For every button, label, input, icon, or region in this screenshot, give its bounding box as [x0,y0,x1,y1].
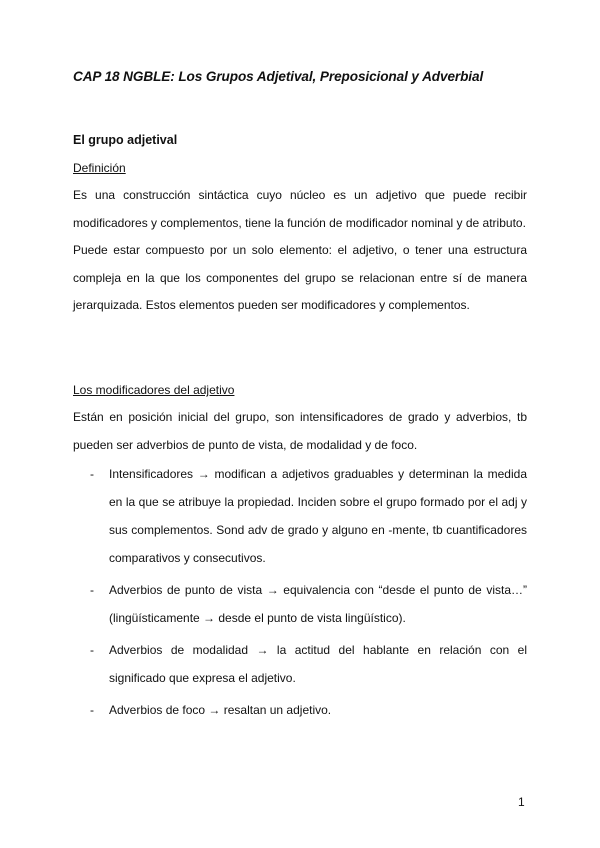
list-item-text: Adverbios de foco → resaltan un adjetivo. [109,703,332,717]
bullet-dash: - [90,583,94,597]
bullet-dash: - [90,643,94,657]
definition-heading: Definición [73,161,126,175]
definition-paragraph-1: Es una construcción sintáctica cuyo núcleo es un adjetivo que puede recibir modificadores y complementos, tiene la función de modificador nominal y de atributo. [73,188,527,230]
list-item [73,576,527,632]
modifiers-intro: Están en posición inicial del grupo, son intensificadores de grado y adverbios, tb pueden ser adverbios de punto de vista, de modalidad y de foco. [73,410,527,452]
list-item [73,636,527,692]
bullet-dash: - [90,703,94,717]
list-item-text: Intensificadores → modifican a adjetivos graduables y determinan la medida en la que se atribuye la propiedad. Inciden sobre el grupo formado por el adj y sus complementos. Sond adv de grado y alguno en -mente, tb cuantificadores comparativos y consecutivos. [109,467,527,565]
modifiers-heading: Los modificadores del adjetivo [73,383,235,397]
list-item-text: Adverbios de modalidad → la actitud del hablante en relación con el significado que expresa el adjetivo. [109,643,527,685]
modifiers-list [73,460,527,728]
bullet-dash: - [90,467,94,481]
definition-body [73,182,527,320]
section-heading: El grupo adjetival [73,133,178,147]
list-item [73,696,527,724]
definition-paragraph-2: Puede estar compuesto por un solo elemento: el adjetivo, o tener una estructura compleja en la que los componentes del grupo se relacionan entre sí de manera jerarquizada. Estos elementos pueden ser modificadores y complementos. [73,243,527,312]
list-item [73,460,527,572]
list-item-text: Adverbios de punto de vista → equivalencia con “desde el punto de vista…” (lingüísticamente → desde el punto de vista lingüístico). [109,583,527,625]
page-number: 1 [518,795,525,809]
document-title: CAP 18 NGBLE: Los Grupos Adjetival, Preposicional y Adverbial [73,69,484,84]
